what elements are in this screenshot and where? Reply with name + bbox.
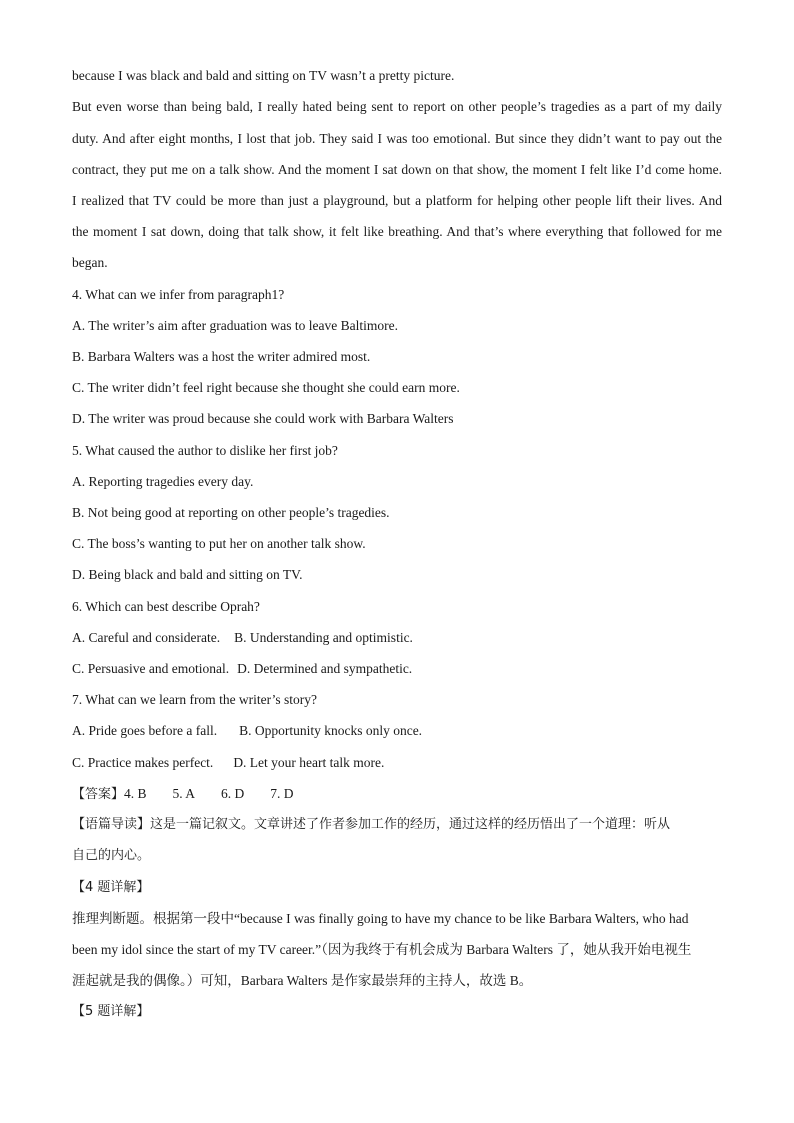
option-row: [72, 629, 413, 647]
option-row: [72, 754, 384, 772]
option: C. The writer didn’t feel right because she thought she could earn more.: [72, 380, 460, 395]
option: C. Persuasive and emotional.: [72, 661, 230, 676]
question-stem: 6. Which can best describe Oprah?: [72, 599, 260, 614]
passage-line: because I was black and bald and sitting on TV wasn’t a pretty picture.: [72, 68, 455, 83]
option: B. Barbara Walters was a host the writer admired most.: [72, 349, 371, 364]
option: B. Understanding and optimistic.: [234, 630, 413, 645]
detail-text: 推理判断题。根据第一段中“because I was finally going to have my chance to be like Barbara Walters, who had: [72, 911, 689, 926]
passage-line: the moment I sat down, doing that talk show, it felt like breathing. And that’s where everything that followed for me: [72, 224, 722, 239]
passage-line: But even worse than being bald, I really hated being sent to report on other people’s tragedies as a part of my daily: [72, 99, 722, 114]
passage-line: began.: [72, 255, 108, 270]
answer-item: 7. D: [270, 786, 294, 801]
answer-item: 6. D: [221, 786, 245, 801]
option: C. Practice makes perfect.: [72, 755, 214, 770]
option: B. Not being good at reporting on other people’s tragedies.: [72, 505, 390, 520]
guide-label: 【语篇导读】: [72, 817, 151, 832]
question-stem: 7. What can we learn from the writer’s story?: [72, 692, 318, 707]
answer-item: 4. B: [124, 786, 147, 801]
option: C. The boss’s wanting to put her on another talk show.: [72, 536, 366, 551]
detail-text: 涯起就是我的偶像。）可知，Barbara Walters 是作家最崇拜的主持人，故选 B。: [72, 973, 533, 988]
answer-line: [72, 785, 294, 804]
question-stem: 5. What caused the author to dislike her first job?: [72, 443, 338, 458]
answer-item: 5. A: [172, 786, 196, 801]
option: A. Pride goes before a fall.: [72, 723, 218, 738]
answer-label: 【答案】: [72, 787, 125, 802]
option: D. The writer was proud because she could work with Barbara Walters: [72, 411, 454, 426]
option-row: [72, 722, 422, 740]
option: A. Careful and considerate.: [72, 630, 221, 645]
guide-line: [72, 816, 670, 834]
detail-heading: 【4 题详解】: [72, 880, 150, 895]
passage-line: contract, they put me on a talk show. And the moment I sat down on that show, the moment I felt like I’d come home.: [72, 162, 722, 177]
option: B. Opportunity knocks only once.: [239, 723, 423, 738]
option: A. Reporting tragedies every day.: [72, 474, 254, 489]
option: D. Determined and sympathetic.: [237, 661, 413, 676]
passage-line: duty. And after eight months, I lost that job. They said I was too emotional. But since they didn’t want to pay out the: [72, 131, 722, 146]
option: A. The writer’s aim after graduation was to leave Baltimore.: [72, 318, 399, 333]
detail-text: been my idol since the start of my TV career.”（因为我终于有机会成为 Barbara Walters 了，她从我开始电视生: [72, 942, 692, 957]
question-stem: 4. What can we infer from paragraph1?: [72, 287, 285, 302]
option: D. Being black and bald and sitting on TV.: [72, 567, 303, 582]
guide-text: 自己的内心。: [72, 848, 151, 863]
guide-text: 这是一篇记叙文。文章讲述了作者参加工作的经历，通过这样的经历悟出了一个道理：听从: [150, 817, 671, 832]
passage-line: I realized that TV could be more than just a playground, but a platform for helping other people lift their lives. And: [72, 193, 722, 208]
option: D. Let your heart talk more.: [233, 755, 385, 770]
option-row: [72, 660, 412, 678]
detail-heading: 【5 题详解】: [72, 1004, 150, 1019]
